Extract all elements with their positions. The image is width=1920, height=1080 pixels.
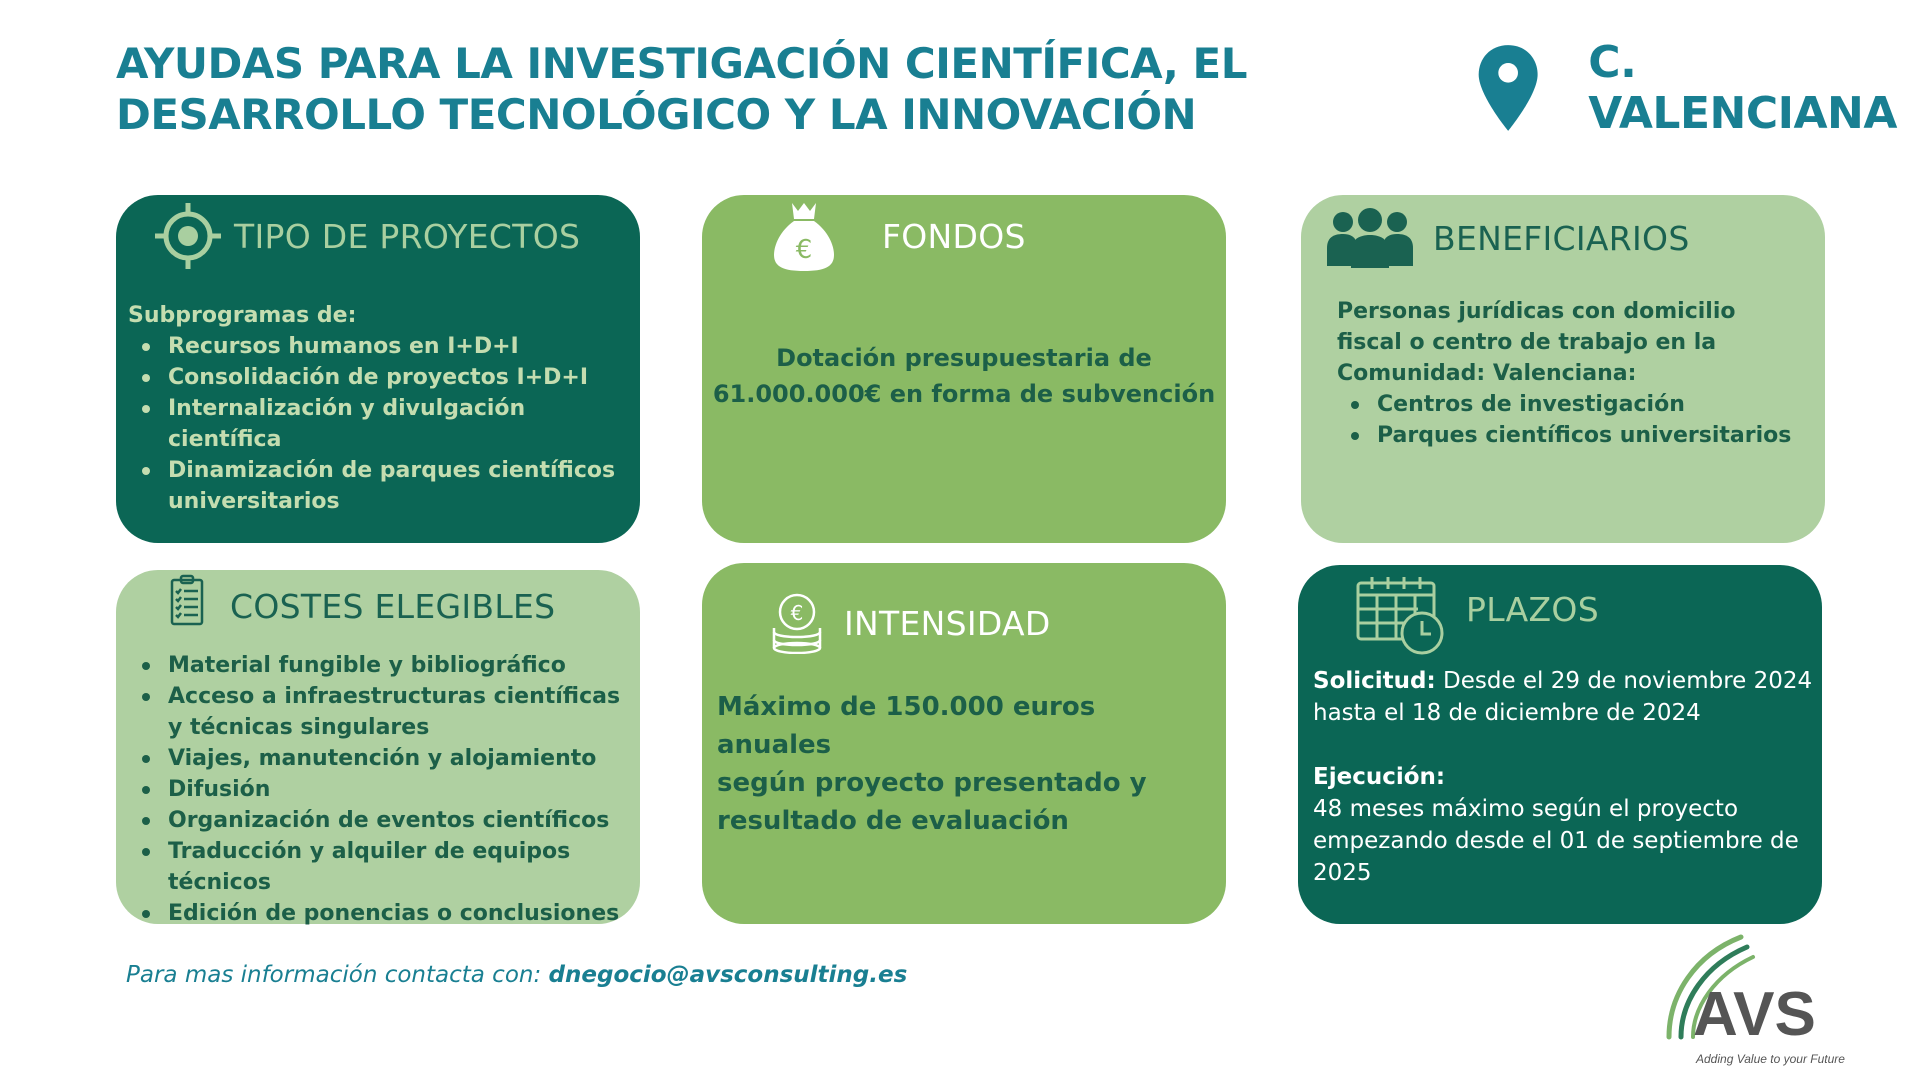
- clipboard-checklist-icon: [170, 574, 204, 626]
- people-group-icon: [1327, 208, 1413, 268]
- plazos-solicitud: [1313, 665, 1813, 729]
- beneficiarios-intro: Personas jurídicas con domicilio fiscal o centro de trabajo en la Comunidad: Valenciana:: [1337, 299, 1736, 386]
- beneficiarios-title: BENEFICIARIOS: [1433, 218, 1690, 258]
- list-item: Edición de ponencias o conclusiones: [128, 898, 638, 929]
- costes-list: [128, 650, 638, 929]
- costes-title: COSTES ELEGIBLES: [230, 586, 556, 626]
- card-intensidad: [702, 563, 1226, 924]
- card-costes-elegibles: [116, 570, 640, 924]
- list-item: Parques científicos universitarios: [1337, 420, 1807, 451]
- beneficiarios-list: [1337, 389, 1807, 451]
- card-fondos: [702, 195, 1226, 543]
- list-item: Recursos humanos en I+D+I: [128, 331, 633, 362]
- avs-logo: [1655, 925, 1855, 1070]
- location-pin-icon: [1476, 38, 1540, 138]
- plazos-title: PLAZOS: [1466, 589, 1599, 629]
- contact-footer: [126, 962, 907, 988]
- title-line-1: AYUDAS PARA LA INVESTIGACIÓN CIENTÍFICA, EL: [116, 39, 1247, 88]
- region-name: C. VALENCIANA: [1588, 37, 1897, 139]
- intensidad-title: INTENSIDAD: [844, 603, 1051, 643]
- list-item: Acceso a infraestructuras científicas y técnicas singulares: [128, 681, 638, 743]
- list-item: Material fungible y bibliográfico: [128, 650, 638, 681]
- solicitud-text: Desde el 29 de noviembre 2024 hasta el 18 de diciembre de 2024: [1313, 668, 1813, 726]
- list-item: Viajes, manutención y alojamiento: [128, 743, 638, 774]
- intensidad-text-line2: según proyecto presentado y: [717, 768, 1147, 798]
- logo-tagline: Adding Value to your Future: [1696, 1052, 1845, 1066]
- svg-text:€: €: [795, 235, 813, 265]
- card-plazos: [1298, 565, 1822, 924]
- card-beneficiarios: [1301, 195, 1825, 543]
- region-label: [1476, 38, 1920, 138]
- fondos-title: FONDOS: [882, 216, 1026, 256]
- fondos-text-line2: 61.000.000€ en forma de subvención: [712, 380, 1216, 408]
- solicitud-label: Solicitud:: [1313, 668, 1436, 694]
- list-item: Difusión: [128, 774, 638, 805]
- list-item: Organización de eventos científicos: [128, 805, 638, 836]
- tipo-list: [128, 331, 633, 517]
- intensidad-text-line1: Máximo de 150.000 euros anuales: [717, 692, 1096, 760]
- title-line-2: DESARROLLO TECNOLÓGICO Y LA INNOVACIÓN: [116, 90, 1197, 139]
- ejecucion-text: 48 meses máximo según el proyecto empezando desde el 01 de septiembre de 2025: [1313, 796, 1799, 886]
- list-item: Dinamización de parques científicos universitarios: [128, 455, 633, 517]
- intensidad-text-line3: resultado de evaluación: [717, 806, 1069, 836]
- tipo-title: TIPO DE PROYECTOS: [234, 216, 581, 256]
- list-item: Traducción y alquiler de equipos técnicos: [128, 836, 638, 898]
- list-item: Centros de investigación: [1337, 389, 1807, 420]
- ejecucion-label: Ejecución:: [1313, 764, 1446, 790]
- footer-email-link[interactable]: dnegocio@avsconsulting.es: [548, 962, 908, 988]
- svg-text:€: €: [790, 601, 804, 625]
- money-bag-euro-icon: [772, 199, 836, 273]
- euro-coins-icon: [770, 592, 824, 654]
- plazos-ejecucion: [1313, 761, 1813, 793]
- calendar-clock-icon: [1356, 575, 1448, 655]
- list-item: Internalización y divulgación científica: [128, 393, 633, 455]
- target-icon: [154, 201, 222, 271]
- logo-name: AVS: [1693, 980, 1816, 1049]
- list-item: Consolidación de proyectos I+D+I: [128, 362, 633, 393]
- card-tipo-proyectos: [116, 195, 640, 543]
- footer-text: Para mas información contacta con:: [126, 962, 549, 988]
- page-title: [116, 38, 1416, 140]
- fondos-text-line1: Dotación presupuestaria de: [776, 344, 1152, 372]
- tipo-intro: Subprogramas de:: [128, 303, 357, 328]
